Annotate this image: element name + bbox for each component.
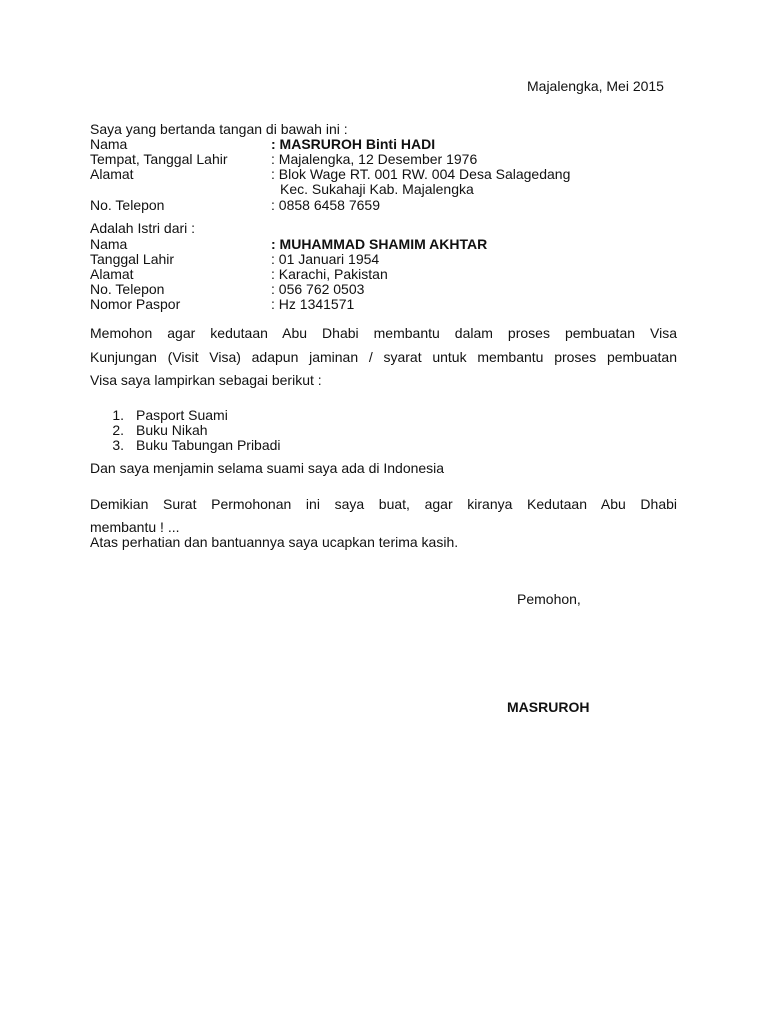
closing-line-1: Demikian Surat Permohonan ini saya buat, agar kiranya Kedutaan Abu Dhabi: [90, 496, 677, 512]
spouse-address-value: : Karachi, Pakistan: [271, 266, 388, 282]
applicant-address-label: Alamat: [90, 166, 134, 182]
applicant-name-value: : MASRUROH Binti HADI: [271, 136, 436, 152]
list-item: Buku Nikah: [136, 422, 208, 438]
applicant-phone-label: No. Telepon: [90, 197, 165, 213]
list-item-number: 3.: [112, 437, 124, 453]
spouse-birth-label: Tanggal Lahir: [90, 251, 175, 267]
request-line-3: Visa saya lampirkan sebagai berikut :: [90, 372, 322, 388]
list-item: Buku Tabungan Pribadi: [136, 437, 281, 453]
guarantee-line: Dan saya menjamin selama suami saya ada di Indonesia: [90, 460, 445, 476]
spouse-birth-value: : 01 Januari 1954: [271, 251, 380, 267]
spouse-intro: Adalah Istri dari :: [90, 220, 196, 236]
spouse-name-value: : MUHAMMAD SHAMIM AKHTAR: [271, 236, 488, 252]
applicant-birth-label: Tempat, Tanggal Lahir: [90, 151, 228, 167]
spouse-name-label: Nama: [90, 236, 128, 252]
applicant-birth-value: : Majalengka, 12 Desember 1976: [271, 151, 478, 167]
place-date: Majalengka, Mei 2015: [527, 78, 664, 94]
spouse-address-label: Alamat: [90, 266, 134, 282]
spouse-passport-value: : Hz 1341571: [271, 296, 355, 312]
request-line-2: Kunjungan (Visit Visa) adapun jaminan / syarat untuk membantu proses pembuatan: [90, 349, 677, 365]
signature-title: Pemohon,: [517, 591, 581, 607]
applicant-name-label: Nama: [90, 136, 128, 152]
signature-name: MASRUROH: [507, 699, 590, 715]
list-item: Pasport Suami: [136, 407, 228, 423]
closing-line-3: Atas perhatian dan bantuannya saya ucapkan terima kasih.: [90, 534, 459, 550]
list-item-number: 2.: [112, 422, 124, 438]
intro-line: Saya yang bertanda tangan di bawah ini :: [90, 121, 348, 137]
applicant-phone-value: : 0858 6458 7659: [271, 197, 380, 213]
spouse-passport-label: Nomor Paspor: [90, 296, 181, 312]
list-item-number: 1.: [112, 407, 124, 423]
spouse-phone-value: : 056 762 0503: [271, 281, 365, 297]
request-line-1: Memohon agar kedutaan Abu Dhabi membantu dalam proses pembuatan Visa: [90, 325, 677, 341]
closing-line-2: membantu ! ...: [90, 519, 180, 535]
applicant-address-value: : Blok Wage RT. 001 RW. 004 Desa Salagedang: [271, 166, 571, 182]
applicant-address-line2: Kec. Sukahaji Kab. Majalengka: [280, 181, 474, 197]
spouse-phone-label: No. Telepon: [90, 281, 165, 297]
